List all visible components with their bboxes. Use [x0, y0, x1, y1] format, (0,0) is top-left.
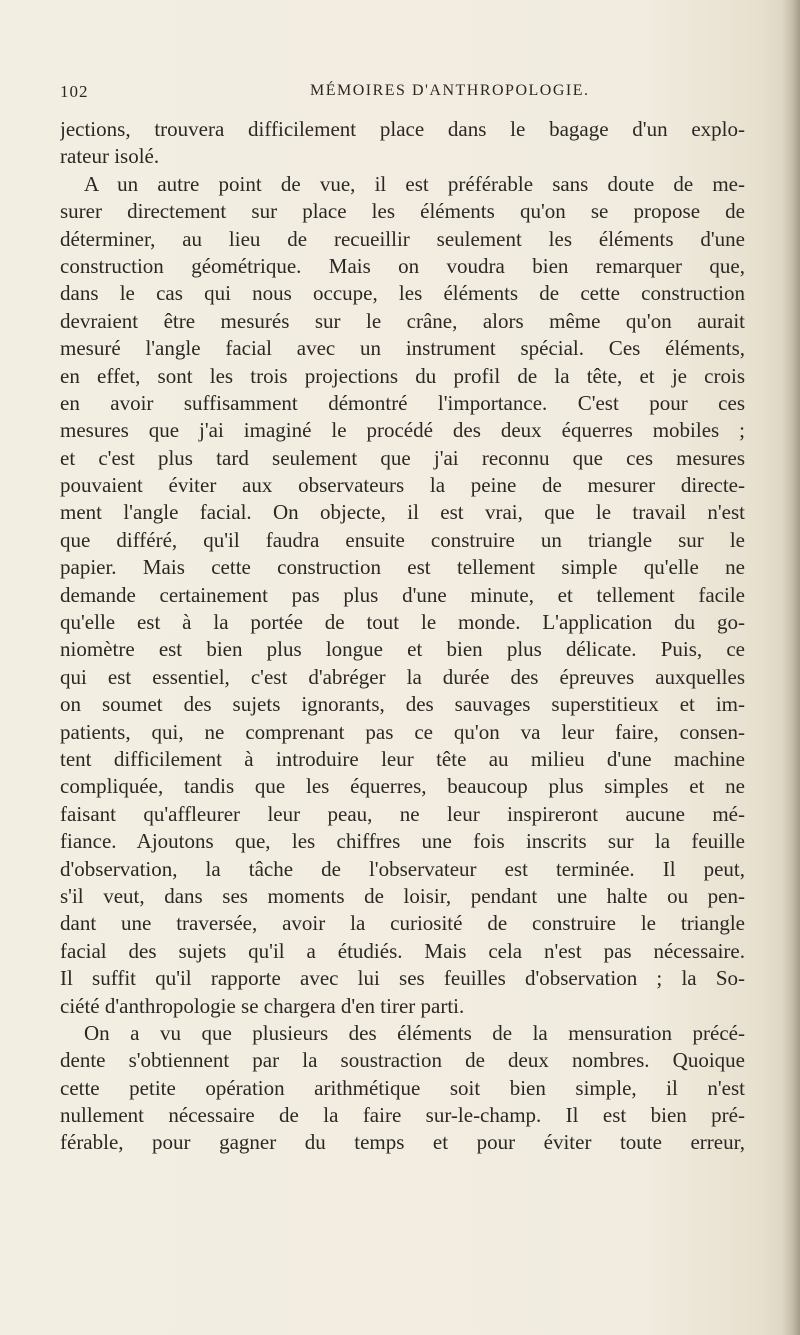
text-line: dans le cas qui nous occupe, les éléments de cette construction: [60, 281, 745, 306]
text-line: ciété d'anthropologie se chargera d'en tirer parti.: [60, 993, 465, 1018]
page-binding-shadow: [782, 0, 800, 1335]
text-line: s'il veut, dans ses moments de loisir, pendant une halte ou pen-: [60, 883, 745, 908]
running-title: MÉMOIRES D'ANTHROPOLOGIE.: [310, 82, 590, 99]
text-line: en effet, sont les trois projections du profil de la tête, et je crois: [60, 363, 745, 388]
text-line: compliquée, tandis que les équerres, beaucoup plus simples et ne: [60, 774, 745, 799]
text-line: dant une traversée, avoir la curiosité de construire le triangle: [60, 911, 745, 936]
text-line: et c'est plus tard seulement que j'ai reconnu que ces mesures: [60, 445, 745, 470]
running-header: [60, 82, 740, 112]
text-line: construction géométrique. Mais on voudra bien remarquer que,: [60, 253, 745, 278]
text-line: demande certainement pas plus d'une minute, et tellement facile: [60, 582, 745, 607]
text-line: fiance. Ajoutons que, les chiffres une fois inscrits sur la feuille: [60, 829, 745, 854]
text-line: niomètre est bien plus longue et bien plus délicate. Puis, ce: [60, 637, 745, 662]
text-line: papier. Mais cette construction est tellement simple qu'elle ne: [60, 555, 745, 580]
text-line: qu'elle est à la portée de tout le monde. L'application du go-: [60, 610, 745, 635]
text-line: tent difficilement à introduire leur tête au milieu d'une machine: [60, 746, 745, 771]
text-line: mesures que j'ai imaginé le procédé des deux équerres mobiles ;: [60, 418, 745, 443]
text-line: qui est essentiel, c'est d'abréger la durée des épreuves auxquelles: [60, 664, 745, 689]
text-line: A un autre point de vue, il est préférable sans doute de me-: [84, 171, 745, 196]
text-line: Il suffit qu'il rapporte avec lui ses feuilles d'observation ; la So-: [60, 966, 745, 991]
page-number: 102: [60, 82, 89, 101]
text-line: déterminer, au lieu de recueillir seulement les éléments d'une: [60, 226, 745, 251]
text-line: mesuré l'angle facial avec un instrument spécial. Ces éléments,: [60, 336, 745, 361]
text-line: patients, qui, ne comprenant pas ce qu'on va leur faire, consen-: [60, 719, 745, 744]
text-line: cette petite opération arithmétique soit bien simple, il n'est: [60, 1075, 745, 1100]
text-line: ment l'angle facial. On objecte, il est vrai, que le travail n'est: [60, 500, 745, 525]
text-line: nullement nécessaire de la faire sur-le-champ. Il est bien pré-: [60, 1103, 745, 1128]
body-text: [60, 116, 745, 1157]
text-line: faisant qu'affleurer leur peau, ne leur inspireront aucune mé-: [60, 801, 745, 826]
text-line: dente s'obtiennent par la soustraction de deux nombres. Quoique: [60, 1048, 745, 1073]
text-line: jections, trouvera difficilement place dans le bagage d'un explo-: [60, 117, 745, 141]
text-line: rateur isolé.: [60, 144, 160, 169]
text-line: d'observation, la tâche de l'observateur est terminée. Il peut,: [60, 856, 745, 881]
text-line: surer directement sur place les éléments qu'on se propose de: [60, 199, 745, 224]
text-line: devraient être mesurés sur le crâne, alors même qu'on aurait: [60, 308, 745, 333]
text-line: facial des sujets qu'il a étudiés. Mais cela n'est pas nécessaire.: [60, 938, 745, 963]
text-line: on soumet des sujets ignorants, des sauvages superstitieux et im-: [60, 692, 745, 717]
text-line: pouvaient éviter aux observateurs la peine de mesurer directe-: [60, 473, 745, 498]
text-line: en avoir suffisamment démontré l'importance. C'est pour ces: [60, 390, 745, 415]
text-line: férable, pour gagner du temps et pour éviter toute erreur,: [60, 1130, 745, 1155]
text-line: que différé, qu'il faudra ensuite construire un triangle sur le: [60, 527, 745, 552]
text-line: On a vu que plusieurs des éléments de la mensuration précé-: [84, 1020, 745, 1045]
